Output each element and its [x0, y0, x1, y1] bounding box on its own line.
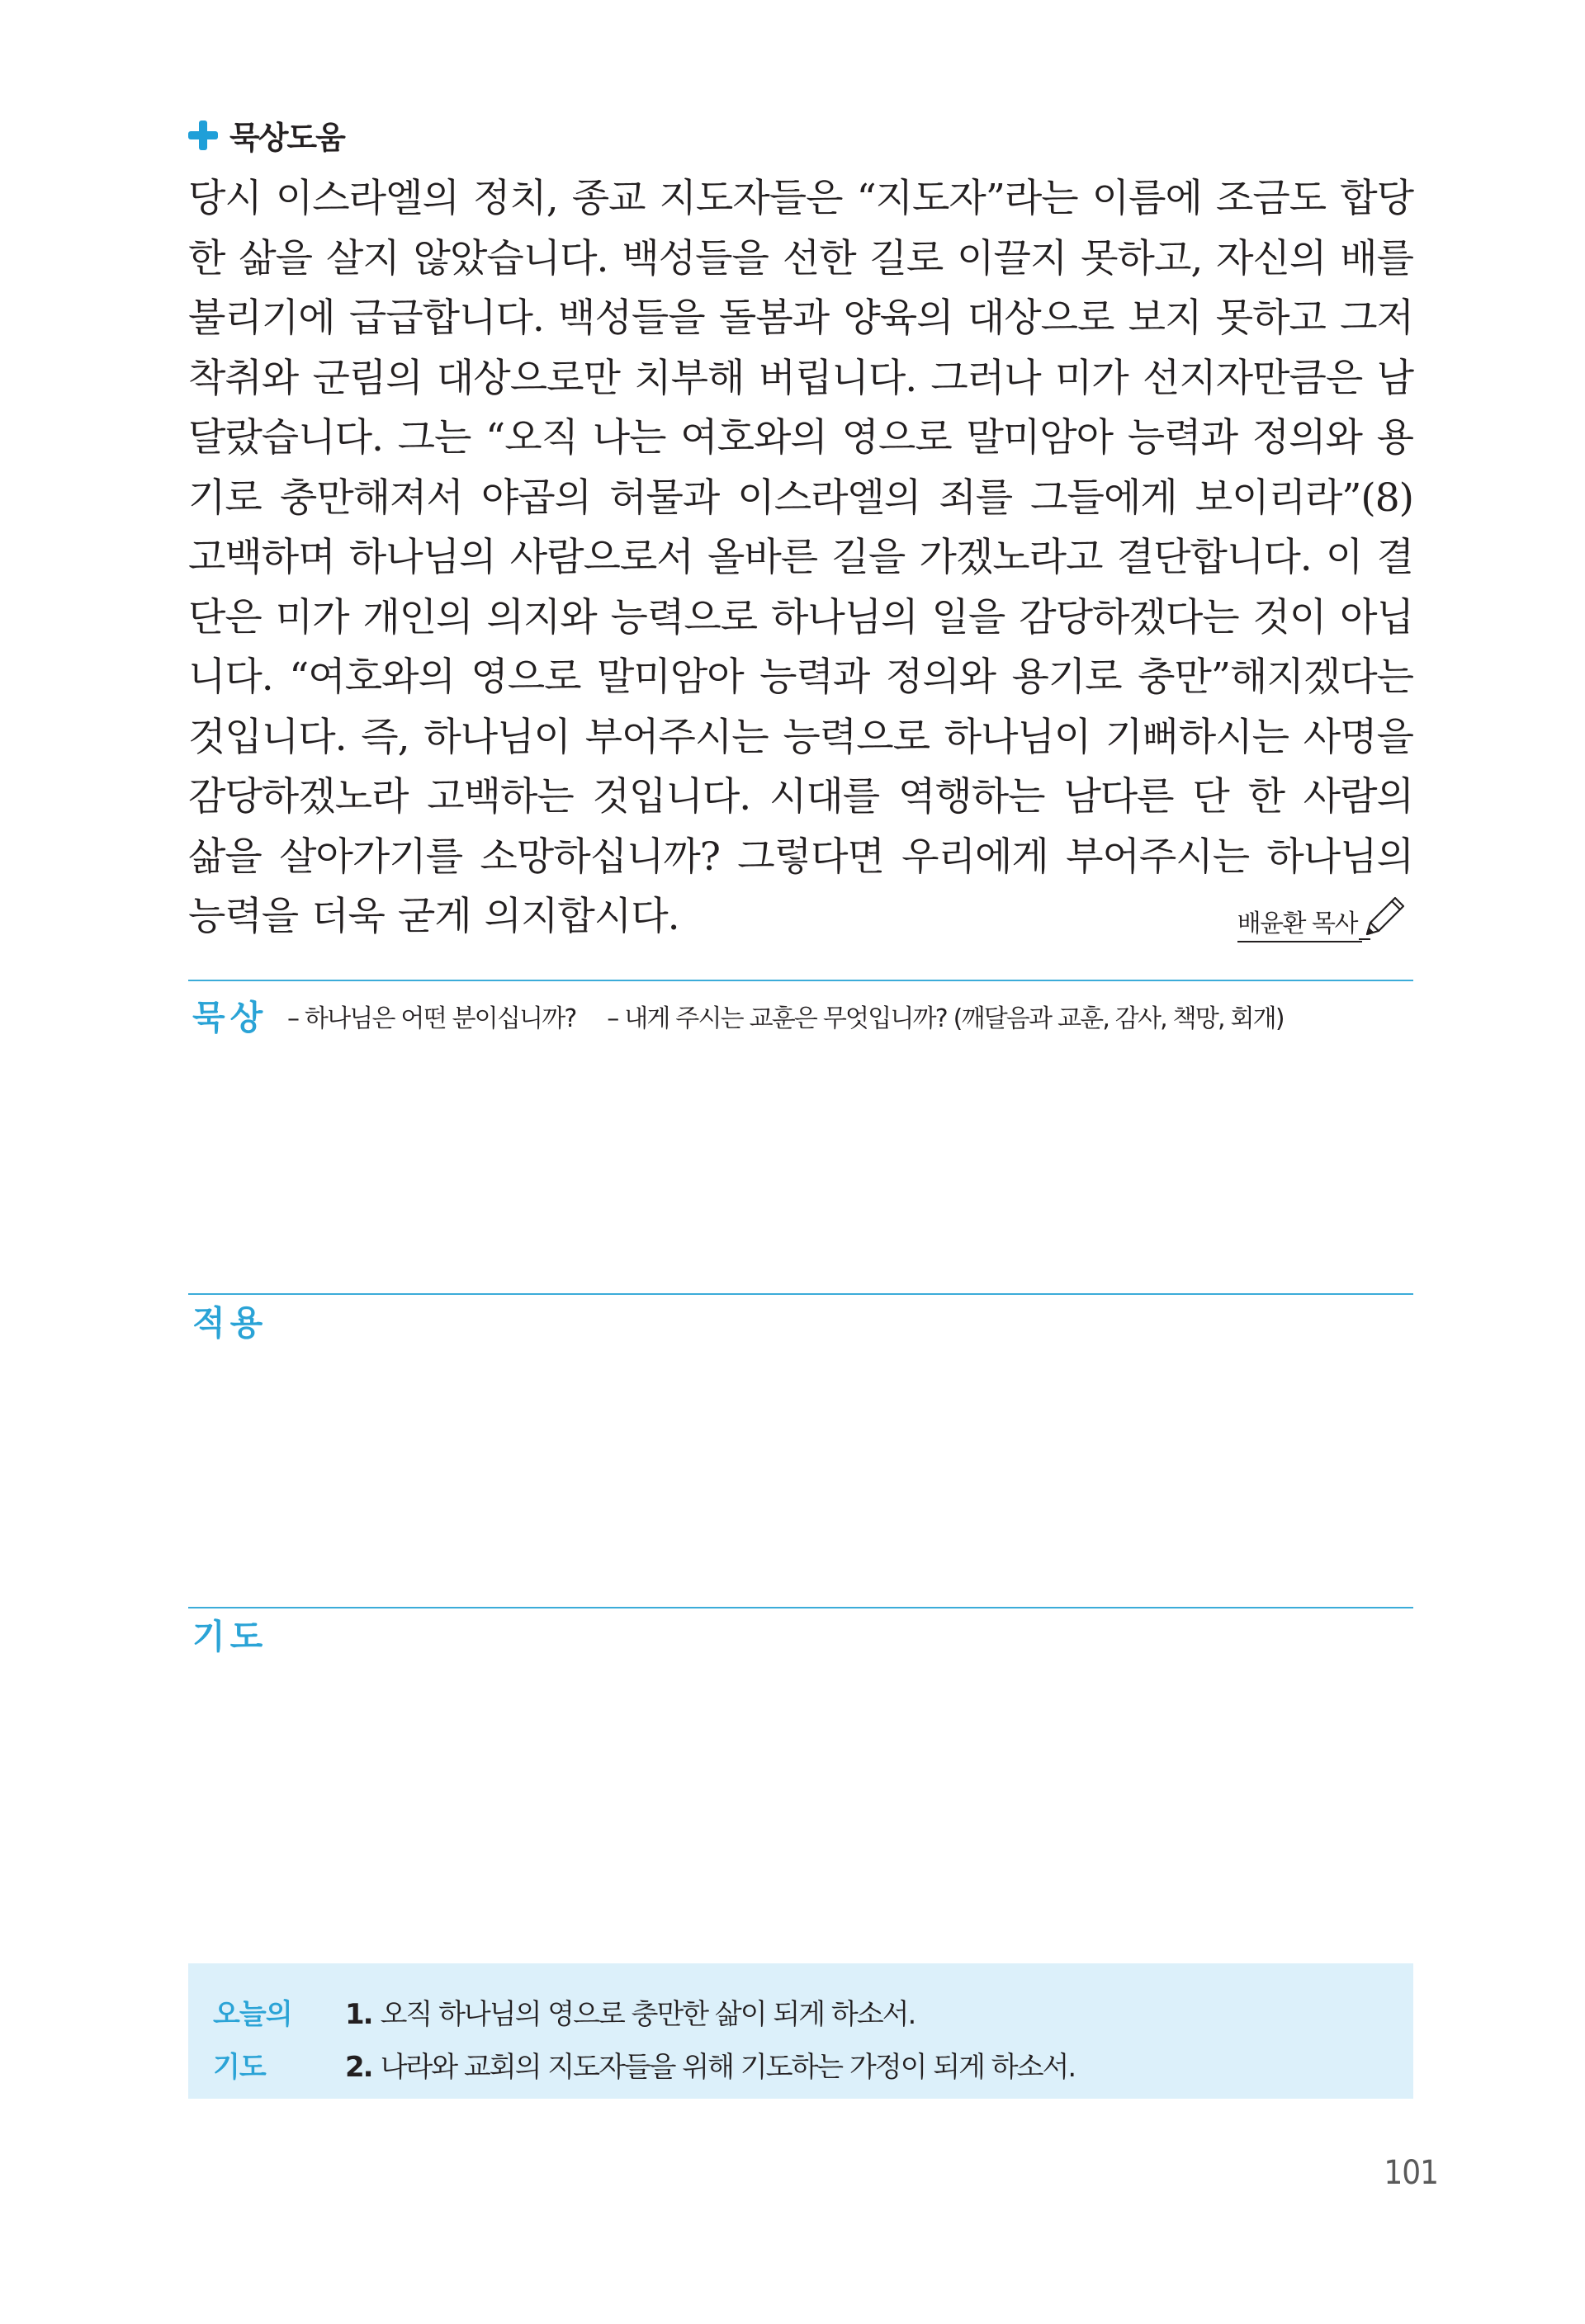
- todays-prayer-box: [188, 1963, 1413, 2099]
- meditation-help-text: 당시 이스라엘의 정치, 종교 지도자들은 “지도자”라는 이름에 조금도 합당한 삶을 살지 않았습니다. 백성들을 선한 길로 이끌지 못하고, 자신의 배를 불리기에 급급합니다. 백성들을 돌봄과 양육의 대상으로 보지 못하고 그저 착취와 군림의 대상으로만 치부해 버립니다. 그러나 미가 선지자만큼은 남달랐습니다. 그는 “오직 나는 여호와의 영으로 말미암아 능력과 정의와 용기로 충만해져서 야곱의 허물과 이스라엘의 죄를 그들에게 보이리라”(8) 고백하며 하나님의 사람으로서 올바른 길을 가겠노라고 결단합니다. 이 결단은 미가 개인의 의지와 능력으로 하나님의 일을 감당하겠다는 것이 아닙니다. “여호와의 영으로 말미암아 능력과 정의와 용기로 충만”해지겠다는 것입니다. 즉, 하나님이 부어주시는 능력으로 하나님이 기뻐하시는 사명을 감당하겠노라 고백하는 것입니다. 시대를 역행하는 남다른 단 한 사람의 삶을 살아가기를 소망하십니까? 그렇다면 우리에게 부어주시는 하나님의 능력을 더욱 굳게 의지합시다.: [188, 176, 1413, 939]
- prayer-label: 기도: [192, 1617, 268, 1656]
- author-signature: [1237, 893, 1408, 942]
- todays-prayer-label-line2: 기도: [213, 2051, 266, 2084]
- application-label: 적용: [192, 1303, 268, 1343]
- meditation-divider: [188, 980, 1413, 981]
- plus-icon: [188, 120, 218, 150]
- meditation-prompts: [287, 998, 1284, 1034]
- application-divider: [188, 1293, 1413, 1295]
- meditation-prompt-1: – 하나님은 어떤 분이십니까?: [287, 1004, 576, 1033]
- prayer-divider: [188, 1607, 1413, 1608]
- prayer-item: [345, 1988, 1075, 2041]
- todays-prayer-label-line1: 오늘의: [213, 1998, 292, 2031]
- prayer-item: [345, 2041, 1075, 2094]
- meditation-prompt-2: – 내게 주시는 교훈은 무엇입니까? (깨달음과 교훈, 감사, 책망, 회개): [607, 1004, 1284, 1033]
- prayer-item-number: 1.: [345, 1998, 372, 2031]
- todays-prayer-label: [213, 1988, 304, 2094]
- application-writing-area[interactable]: [188, 1353, 1413, 1601]
- heading-label: 묵상도움: [229, 120, 344, 156]
- prayer-item-text: 나라와 교회의 지도자들을 위해 기도하는 가정이 되게 하소서.: [380, 2051, 1076, 2084]
- author-name: 배윤환 목사: [1237, 903, 1362, 942]
- pencil-icon: [1359, 893, 1408, 942]
- prayer-item-number: 2.: [345, 2051, 372, 2084]
- section-heading: [188, 112, 344, 158]
- todays-prayer-list: [345, 1988, 1075, 2094]
- prayer-item-text: 오직 하나님의 영으로 충만한 삶이 되게 하소서.: [380, 1998, 916, 2031]
- prayer-writing-area[interactable]: [188, 1667, 1413, 1931]
- page-number: 101: [1384, 2154, 1438, 2192]
- meditation-writing-area[interactable]: [188, 1040, 1413, 1287]
- meditation-label: 묵상: [192, 998, 268, 1037]
